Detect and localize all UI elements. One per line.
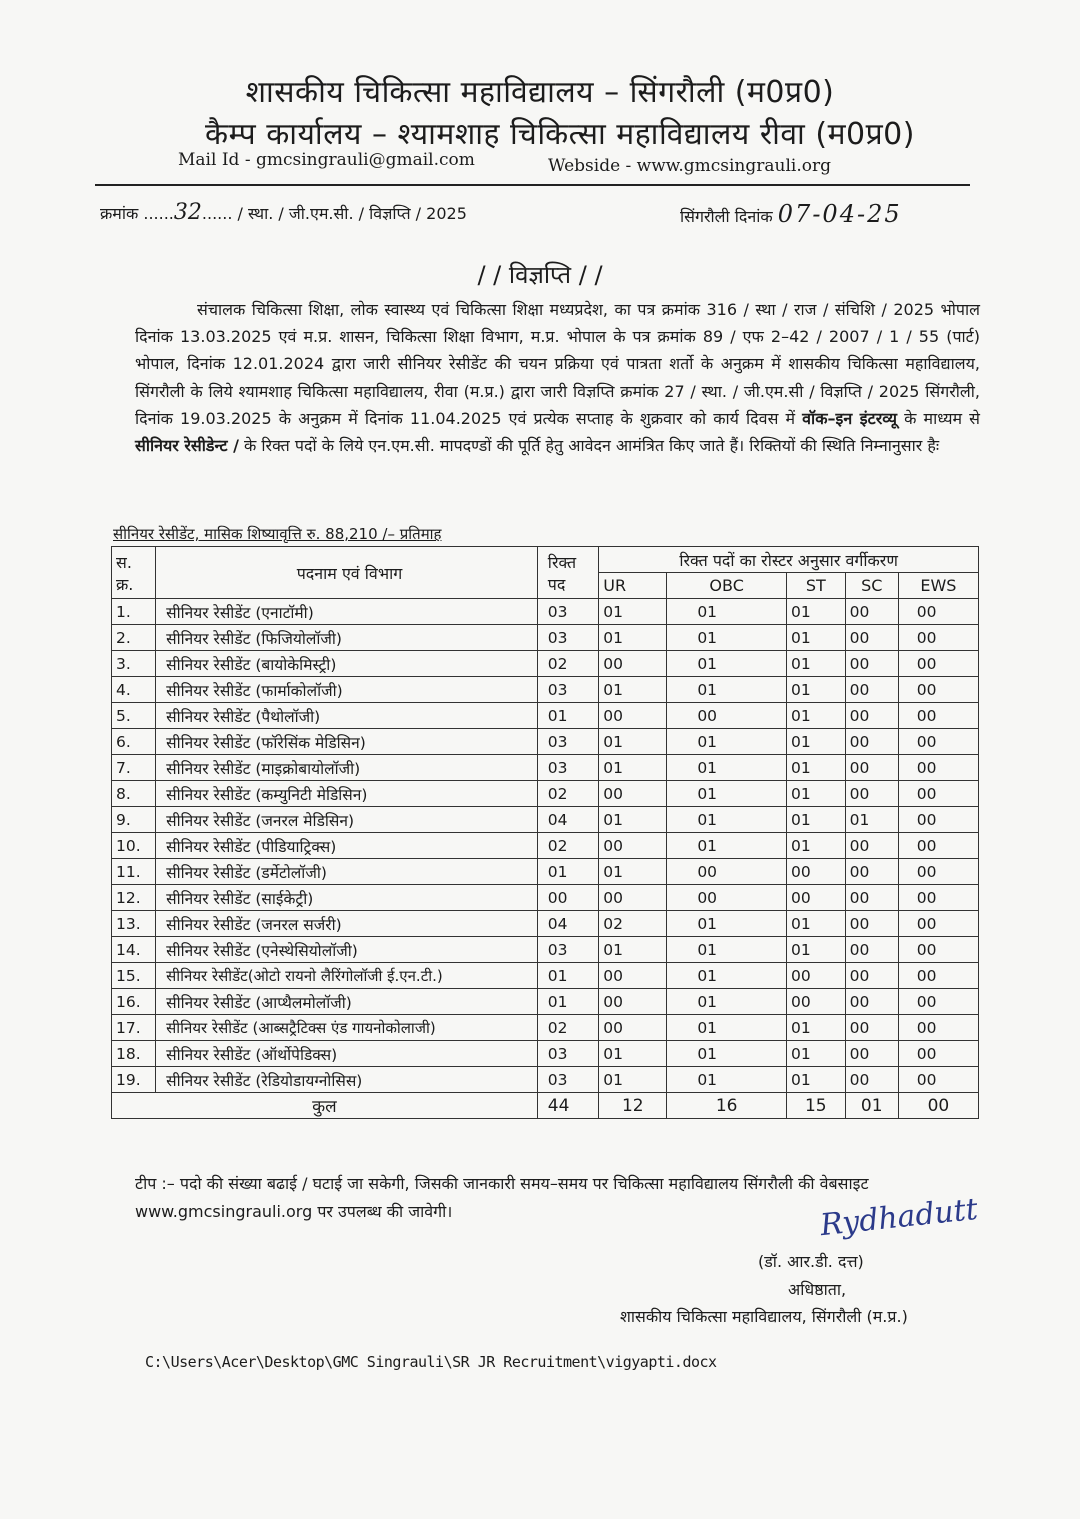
cell-vacant: 01 <box>537 703 599 729</box>
cell-post: सीनियर रेसीडेंट (जनरल सर्जरी) <box>156 911 538 937</box>
date-handwritten: 07-04-25 <box>777 200 902 228</box>
cell-ur: 01 <box>599 1067 667 1093</box>
body-text-3: के रिक्त पदों के लिये एन.एम.सी. मापदण्डों की पूर्ति हेतु आवेदन आमंत्रित किए जाते हैं। रिक्तियों की स्थिति निम्नानुसार हैः <box>238 436 940 456</box>
table-row <box>112 781 979 807</box>
cell-sc: 00 <box>845 1067 898 1093</box>
cell-sc: 00 <box>845 963 898 989</box>
table-row <box>112 885 979 911</box>
cell-obc: 01 <box>667 599 787 625</box>
cell-post: सीनियर रेसीडेंट (आब्सट्रैटिक्स एंड गायनोकोलाजी) <box>156 1015 538 1041</box>
cell-sn: 11. <box>112 859 156 885</box>
total-vacant: 44 <box>537 1093 599 1119</box>
cell-obc: 01 <box>667 677 787 703</box>
cell-post: सीनियर रेसीडेंट (माइक्रोबायोलॉजी) <box>156 755 538 781</box>
cell-ur: 02 <box>599 911 667 937</box>
cell-sn: 13. <box>112 911 156 937</box>
cell-post: सीनियर रेसीडेंट (फिजियोलॉजी) <box>156 625 538 651</box>
cell-ur: 00 <box>599 781 667 807</box>
cell-st: 01 <box>786 677 845 703</box>
cell-obc: 01 <box>667 1067 787 1093</box>
cell-st: 01 <box>786 833 845 859</box>
cell-ews: 00 <box>898 989 978 1015</box>
cell-ews: 00 <box>898 755 978 781</box>
cell-post: सीनियर रेसीडेंट (पीडियाट्रिक्स) <box>156 833 538 859</box>
cell-st: 01 <box>786 599 845 625</box>
total-label: कुल <box>112 1093 538 1119</box>
cell-vacant: 01 <box>537 859 599 885</box>
cell-st: 00 <box>786 989 845 1015</box>
cell-ews: 00 <box>898 781 978 807</box>
cell-sn: 7. <box>112 755 156 781</box>
cell-ur: 01 <box>599 859 667 885</box>
tip-note: टीप :– पदो की संख्या बढाई / घटाई जा सकेगी, जिसकी जानकारी समय–समय पर चिकित्सा महाविद्यालय सिंगरौली की वेबसाइट www.gmcsingrauli.org पर उपलब्ध की जावेगी। <box>135 1174 869 1221</box>
cell-ur: 01 <box>599 729 667 755</box>
file-path: C:\Users\Acer\Desktop\GMC Singrauli\SR JR Recruitment\vigyapti.docx <box>145 1353 717 1371</box>
cell-ews: 00 <box>898 1067 978 1093</box>
cell-sn: 2. <box>112 625 156 651</box>
cell-ur: 00 <box>599 989 667 1015</box>
cell-vacant: 02 <box>537 833 599 859</box>
table-header-row <box>112 547 979 573</box>
header-sn: स. क्र. <box>112 547 156 599</box>
cell-ews: 00 <box>898 859 978 885</box>
body-bold-1: वॉक–इन इंटरव्यू <box>802 408 898 428</box>
body-text-1: संचालक चिकित्सा शिक्षा, लोक स्वास्थ्य एवं चिकित्सा शिक्षा मध्यप्रदेश, का पत्र क्रमांक 316 / स्था / राज / संचिशि / 2025 भोपाल दिनांक 13.03.2025 एवं म.प्र. शासन, चिकित्सा शिक्षा विभाग, म.प्र. भोपाल के पत्र क्रमांक 89 / एफ 2–42 / 2007 / 1 / 55 (पार्ट) भोपाल, दिनांक 12.01.2024 द्वारा जारी सीनियर रेसीडेंट की चयन प्रक्रिया एवं पात्रता शर्तो के अनुक्रम में शासकीय चिकित्सा महाविद्यालय, सिंगरौली के लिये श्यामशाह चिकित्सा महाविद्यालय, रीवा (म.प्र.) द्वारा जारी विज्ञप्ति क्रमांक 27 / स्था. / जी.एम.सी / विज्ञप्ति / 2025 सिंगरौली, दिनांक 19.03.2025 के अनुक्रम में दिनांक 11.04.2025 एवं प्रत्येक सप्ताह के शुक्रवार को कार्य दिवस में <box>135 300 980 428</box>
cell-sc: 00 <box>845 937 898 963</box>
reference-suffix: ...... / स्था. / जी.एम.सी. / विज्ञप्ति / 2025 <box>201 204 467 223</box>
cell-obc: 01 <box>667 755 787 781</box>
cell-sc: 00 <box>845 885 898 911</box>
cell-ur: 01 <box>599 1041 667 1067</box>
cell-vacant: 03 <box>537 599 599 625</box>
cell-sn: 12. <box>112 885 156 911</box>
cell-vacant: 03 <box>537 625 599 651</box>
header-st: ST <box>786 573 845 599</box>
cell-vacant: 04 <box>537 807 599 833</box>
cell-obc: 01 <box>667 963 787 989</box>
cell-obc: 01 <box>667 807 787 833</box>
total-sc: 01 <box>845 1093 898 1119</box>
cell-st: 01 <box>786 651 845 677</box>
cell-sn: 1. <box>112 599 156 625</box>
cell-st: 01 <box>786 807 845 833</box>
header-obc: OBC <box>667 573 787 599</box>
cell-obc: 01 <box>667 1041 787 1067</box>
cell-obc: 01 <box>667 1015 787 1041</box>
cell-post: सीनियर रेसीडेंट (साईकेट्री) <box>156 885 538 911</box>
cell-ews: 00 <box>898 833 978 859</box>
table-row <box>112 937 979 963</box>
cell-sc: 00 <box>845 625 898 651</box>
table-row <box>112 963 979 989</box>
cell-ur: 00 <box>599 885 667 911</box>
cell-post: सीनियर रेसीडेंट (एनेस्थेसियोलॉजी) <box>156 937 538 963</box>
cell-st: 00 <box>786 859 845 885</box>
cell-st: 01 <box>786 1041 845 1067</box>
table-row <box>112 677 979 703</box>
cell-vacant: 03 <box>537 755 599 781</box>
cell-sc: 00 <box>845 781 898 807</box>
reference-number <box>100 200 467 225</box>
cell-post: सीनियर रेसीडेंट (बायोकेमिस्ट्री) <box>156 651 538 677</box>
cell-obc: 01 <box>667 937 787 963</box>
cell-ews: 00 <box>898 807 978 833</box>
cell-ews: 00 <box>898 703 978 729</box>
header-ews: EWS <box>898 573 978 599</box>
college-name-heading: शासकीय चिकित्सा महाविद्यालय – सिंगरौली (म0प्र0) <box>245 75 835 110</box>
notice-title: / / विज्ञप्ति / / <box>477 261 603 289</box>
table-total-row <box>112 1093 979 1119</box>
table-row <box>112 625 979 651</box>
table-row <box>112 833 979 859</box>
signatory-designation: अधिष्ठाता, <box>788 1280 847 1299</box>
cell-sn: 18. <box>112 1041 156 1067</box>
header-post: पदनाम एवं विभाग <box>156 547 538 599</box>
cell-sn: 10. <box>112 833 156 859</box>
cell-vacant: 02 <box>537 651 599 677</box>
cell-st: 01 <box>786 937 845 963</box>
cell-st: 00 <box>786 885 845 911</box>
cell-ews: 00 <box>898 729 978 755</box>
cell-post: सीनियर रेसीडेंट (कम्युनिटी मेडिसिन) <box>156 781 538 807</box>
cell-obc: 01 <box>667 911 787 937</box>
header-roster-group: रिक्त पदों का रोस्टर अनुसार वर्गीकरण <box>599 547 979 573</box>
table-row <box>112 989 979 1015</box>
cell-obc: 01 <box>667 625 787 651</box>
cell-ur: 01 <box>599 807 667 833</box>
cell-vacant: 02 <box>537 781 599 807</box>
cell-sc: 00 <box>845 911 898 937</box>
cell-post: सीनियर रेसीडेंट (जनरल मेडिसिन) <box>156 807 538 833</box>
cell-st: 01 <box>786 755 845 781</box>
cell-post: सीनियर रेसीडेंट(ओटो रायनो लैरिंगोलॉजी ई.एन.टी.) <box>156 963 538 989</box>
cell-st: 01 <box>786 911 845 937</box>
cell-obc: 00 <box>667 885 787 911</box>
cell-sc: 00 <box>845 1015 898 1041</box>
table-row <box>112 1067 979 1093</box>
cell-ews: 00 <box>898 599 978 625</box>
cell-ur: 01 <box>599 599 667 625</box>
cell-vacant: 01 <box>537 963 599 989</box>
vacancy-table <box>111 546 979 1119</box>
cell-post: सीनियर रेसीडेंट (फार्माकोलॉजी) <box>156 677 538 703</box>
cell-sc: 00 <box>845 729 898 755</box>
cell-ews: 00 <box>898 937 978 963</box>
table-row <box>112 703 979 729</box>
issue-date <box>680 200 902 228</box>
cell-ur: 01 <box>599 677 667 703</box>
table-row <box>112 599 979 625</box>
cell-sn: 15. <box>112 963 156 989</box>
cell-ews: 00 <box>898 625 978 651</box>
cell-post: सीनियर रेसीडेंट (फॉरेसिंक मेडिसिन) <box>156 729 538 755</box>
total-ews: 00 <box>898 1093 978 1119</box>
cell-ews: 00 <box>898 651 978 677</box>
cell-st: 01 <box>786 1067 845 1093</box>
cell-sc: 00 <box>845 651 898 677</box>
cell-ur: 00 <box>599 1015 667 1041</box>
cell-obc: 01 <box>667 781 787 807</box>
body-text-2: के माध्यम से <box>897 408 980 428</box>
header-vacant: रिक्त पद <box>537 547 599 599</box>
cell-st: 01 <box>786 729 845 755</box>
table-row <box>112 729 979 755</box>
cell-vacant: 03 <box>537 729 599 755</box>
header-sc: SC <box>845 573 898 599</box>
cell-sn: 4. <box>112 677 156 703</box>
cell-ews: 00 <box>898 677 978 703</box>
cell-ews: 00 <box>898 1041 978 1067</box>
reference-number-handwritten: 32 <box>173 200 202 225</box>
cell-sn: 9. <box>112 807 156 833</box>
cell-ur: 00 <box>599 703 667 729</box>
cell-sc: 00 <box>845 989 898 1015</box>
cell-obc: 01 <box>667 833 787 859</box>
cell-st: 01 <box>786 1015 845 1041</box>
cell-obc: 00 <box>667 859 787 885</box>
cell-st: 00 <box>786 963 845 989</box>
website: Webside - www.gmcsingrauli.org <box>548 156 831 176</box>
cell-sc: 00 <box>845 677 898 703</box>
cell-vacant: 03 <box>537 677 599 703</box>
mail-id: Mail Id - gmcsingrauli@gmail.com <box>178 150 475 170</box>
cell-post: सीनियर रेसीडेंट (आप्थैलमोलॉजी) <box>156 989 538 1015</box>
camp-office-heading: कैम्प कार्यालय – श्यामशाह चिकित्सा महाविद्यालय रीवा (म0प्र0) <box>205 117 915 152</box>
cell-post: सीनियर रेसीडेंट (डर्मेटोलॉजी) <box>156 859 538 885</box>
cell-vacant: 01 <box>537 989 599 1015</box>
cell-st: 01 <box>786 781 845 807</box>
cell-ews: 00 <box>898 1015 978 1041</box>
table-row <box>112 911 979 937</box>
cell-sn: 8. <box>112 781 156 807</box>
cell-sc: 00 <box>845 833 898 859</box>
cell-ur: 00 <box>599 651 667 677</box>
cell-vacant: 02 <box>537 1015 599 1041</box>
date-label: सिंगरौली दिनांक <box>680 207 773 226</box>
cell-st: 01 <box>786 703 845 729</box>
total-obc: 16 <box>667 1093 787 1119</box>
header-divider <box>95 184 970 186</box>
cell-vacant: 03 <box>537 1041 599 1067</box>
cell-post: सीनियर रेसीडेंट (रेडियोडायग्नोसिस) <box>156 1067 538 1093</box>
total-st: 15 <box>786 1093 845 1119</box>
cell-sc: 00 <box>845 599 898 625</box>
cell-vacant: 00 <box>537 885 599 911</box>
cell-post: सीनियर रेसीडेंट (एनाटॉमी) <box>156 599 538 625</box>
cell-ur: 00 <box>599 833 667 859</box>
table-body <box>112 599 979 1119</box>
cell-obc: 01 <box>667 729 787 755</box>
cell-sn: 5. <box>112 703 156 729</box>
cell-ews: 00 <box>898 885 978 911</box>
cell-sc: 00 <box>845 755 898 781</box>
cell-sc: 00 <box>845 859 898 885</box>
cell-post: सीनियर रेसीडेंट (पैथोलॉजी) <box>156 703 538 729</box>
cell-ur: 01 <box>599 755 667 781</box>
cell-sc: 01 <box>845 807 898 833</box>
body-bold-2: सीनियर रेसीडेन्ट / <box>135 436 239 456</box>
table-row <box>112 1015 979 1041</box>
cell-ur: 01 <box>599 625 667 651</box>
cell-sn: 3. <box>112 651 156 677</box>
cell-vacant: 03 <box>537 1067 599 1093</box>
cell-obc: 00 <box>667 703 787 729</box>
cell-ews: 00 <box>898 911 978 937</box>
cell-vacant: 04 <box>537 911 599 937</box>
cell-obc: 01 <box>667 651 787 677</box>
table-row <box>112 807 979 833</box>
cell-sn: 17. <box>112 1015 156 1041</box>
notice-body <box>135 296 980 459</box>
table-row <box>112 755 979 781</box>
salary-line: सीनियर रेसीडेंट, मासिक शिष्यावृत्ति रु. 88,210 /– प्रतिमाह <box>113 525 442 543</box>
cell-sn: 14. <box>112 937 156 963</box>
cell-sn: 19. <box>112 1067 156 1093</box>
cell-ews: 00 <box>898 963 978 989</box>
table-row <box>112 1041 979 1067</box>
signatory-institution: शासकीय चिकित्सा महाविद्यालय, सिंगरौली (म.प्र.) <box>620 1307 908 1326</box>
cell-post: सीनियर रेसीडेंट (ऑर्थोपेडिक्स) <box>156 1041 538 1067</box>
cell-ur: 01 <box>599 937 667 963</box>
header-ur: UR <box>599 573 667 599</box>
table-row <box>112 859 979 885</box>
table-row <box>112 651 979 677</box>
cell-obc: 01 <box>667 989 787 1015</box>
cell-sc: 00 <box>845 703 898 729</box>
cell-st: 01 <box>786 625 845 651</box>
total-ur: 12 <box>599 1093 667 1119</box>
cell-sc: 00 <box>845 1041 898 1067</box>
reference-prefix: क्रमांक ...... <box>100 204 174 223</box>
cell-vacant: 03 <box>537 937 599 963</box>
handwritten-signature: Rydhadutt <box>818 1191 980 1244</box>
signatory-name: (डॉ. आर.डी. दत्त) <box>758 1252 864 1271</box>
cell-sn: 16. <box>112 989 156 1015</box>
cell-ur: 00 <box>599 963 667 989</box>
cell-sn: 6. <box>112 729 156 755</box>
